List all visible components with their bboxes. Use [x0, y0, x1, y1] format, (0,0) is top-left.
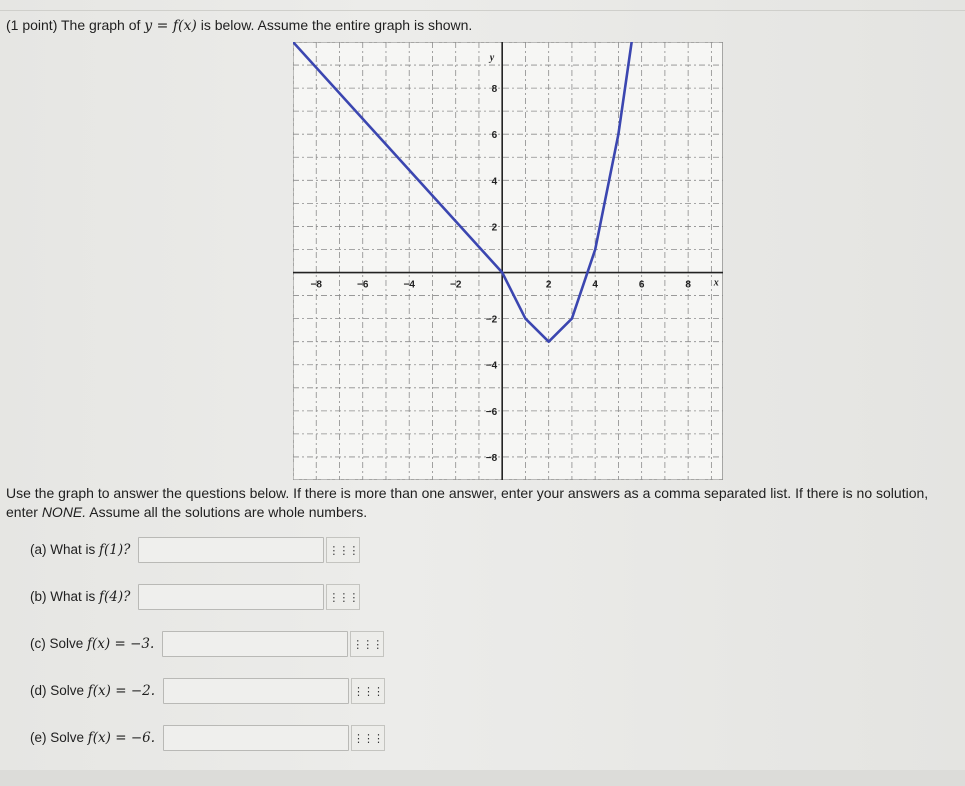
- equation-editor-c-button[interactable]: [350, 631, 384, 657]
- y-axis-label: y: [489, 52, 495, 64]
- grid-icon: ⋮⋮⋮: [352, 637, 383, 651]
- x-tick-label: −2: [449, 279, 462, 291]
- x-tick-label: 2: [545, 279, 552, 291]
- y-tick-label: −6: [485, 406, 498, 418]
- problem-header: [6, 16, 472, 35]
- grid-icon: ⋮⋮⋮: [353, 684, 384, 698]
- question-e-label: (e) Solve: [30, 730, 85, 745]
- answer-e-input[interactable]: [163, 725, 349, 751]
- grid-icon: ⋮⋮⋮: [353, 731, 384, 745]
- question-b-expr: f(4)?: [99, 589, 131, 605]
- y-tick-label: 8: [491, 84, 498, 96]
- header-function: y = f(x): [144, 18, 197, 34]
- y-tick-label: 4: [491, 176, 498, 188]
- x-axis-label: x: [713, 277, 719, 289]
- question-c: [30, 631, 384, 657]
- none-keyword: NONE.: [41, 504, 87, 520]
- question-a-expr: f(1)?: [99, 542, 131, 558]
- equation-editor-d-button[interactable]: [351, 678, 385, 704]
- question-c-expr: f(x) = −3.: [87, 636, 155, 652]
- x-tick-label: −8: [310, 279, 322, 291]
- y-tick-label: −8: [485, 452, 498, 464]
- grid-icon: ⋮⋮⋮: [328, 543, 359, 557]
- equation-editor-b-button[interactable]: [326, 584, 360, 610]
- question-d-expr: f(x) = −2.: [87, 683, 156, 699]
- answer-c-input[interactable]: [162, 631, 348, 657]
- instructions: [6, 484, 956, 522]
- y-tick-label: −2: [485, 314, 498, 326]
- x-tick-label: 4: [592, 279, 598, 291]
- instructions-text-2: Assume all the solutions are whole numbers.: [89, 504, 368, 520]
- x-tick-label: −6: [357, 279, 369, 291]
- answer-b-input[interactable]: [138, 584, 324, 610]
- header-suffix: is below. Assume the entire graph is shown.: [200, 17, 473, 33]
- question-a-label: (a) What is: [30, 542, 96, 557]
- answer-a-input[interactable]: [138, 537, 324, 563]
- question-c-label: (c) Solve: [30, 636, 84, 651]
- equation-editor-a-button[interactable]: [326, 537, 360, 563]
- bottom-bar: [0, 770, 965, 786]
- function-graph: [293, 42, 723, 480]
- y-tick-label: 6: [491, 130, 498, 142]
- instructions-text-1: Use the graph to answer the questions below. If there is more than one answer, enter your answers as a comma separated list. If there is no solution, enter: [6, 485, 929, 520]
- answer-d-input[interactable]: [163, 678, 349, 704]
- y-tick-label: 2: [491, 222, 498, 234]
- graph-background: [293, 42, 723, 480]
- question-d: [30, 678, 385, 704]
- points-label: (1 point): [6, 17, 58, 33]
- header-prefix: The graph of: [61, 17, 141, 33]
- question-a: [30, 537, 360, 563]
- x-tick-label: 6: [638, 279, 645, 291]
- grid-icon: ⋮⋮⋮: [328, 590, 359, 604]
- question-e: [30, 725, 385, 751]
- question-b: [30, 584, 360, 610]
- divider: [0, 10, 965, 11]
- question-b-label: (b) What is: [30, 589, 96, 604]
- x-tick-label: −4: [403, 279, 415, 291]
- equation-editor-e-button[interactable]: [351, 725, 385, 751]
- y-tick-label: −4: [485, 360, 498, 372]
- graph-svg: [293, 42, 723, 480]
- question-e-expr: f(x) = −6.: [87, 730, 156, 746]
- x-tick-label: 8: [685, 279, 691, 291]
- question-d-label: (d) Solve: [30, 683, 85, 698]
